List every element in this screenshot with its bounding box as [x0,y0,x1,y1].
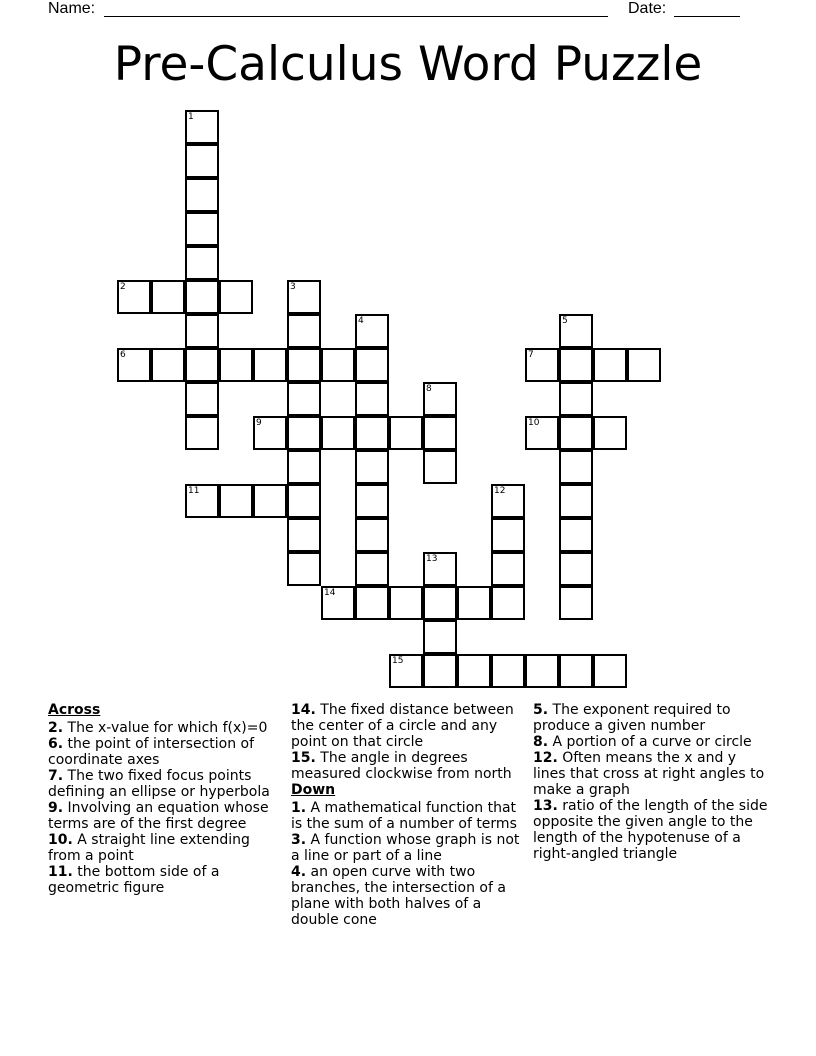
grid-cell[interactable] [457,586,491,620]
grid-cell[interactable] [287,348,321,382]
grid-cell[interactable] [559,416,593,450]
clue-number: 3 [290,282,296,292]
grid-cell[interactable] [559,586,593,620]
grid-cell[interactable] [117,280,151,314]
grid-cell[interactable] [185,280,219,314]
clue-across-6: 6. the point of intersection of coordinate axes [48,736,255,768]
clue-across-9: 9. Involving an equation whose terms are of the first degree [48,800,269,832]
clue-number: 10 [528,418,540,428]
grid-cell[interactable] [185,212,219,246]
grid-cell[interactable] [219,348,253,382]
grid-cell[interactable] [423,654,457,688]
clue-across-14: 14. The fixed distance between the center of a circle and any point on that circle [291,702,514,750]
grid-cell[interactable] [627,348,661,382]
grid-cell[interactable] [525,654,559,688]
grid-cell[interactable] [525,416,559,450]
grid-cell[interactable] [287,314,321,348]
grid-cell[interactable] [355,552,389,586]
grid-cell[interactable] [321,348,355,382]
grid-cell[interactable] [491,552,525,586]
clue-number: 8 [426,384,432,394]
grid-cell[interactable] [185,178,219,212]
grid-cell[interactable] [287,382,321,416]
grid-cell[interactable] [457,654,491,688]
grid-cell[interactable] [117,348,151,382]
grid-cell[interactable] [253,484,287,518]
page-title: Pre-Calculus Word Puzzle [113,37,703,92]
grid-cell[interactable] [559,484,593,518]
clue-down-5: 5. The exponent required to produce a given number [533,702,731,734]
down-heading: Down [291,782,336,798]
grid-cell[interactable] [491,654,525,688]
clues-column-1 [48,702,284,896]
grid-cell[interactable] [185,144,219,178]
grid-cell[interactable] [559,654,593,688]
grid-cell[interactable] [593,348,627,382]
grid-cell[interactable] [423,382,457,416]
clue-number: 1 [188,112,194,122]
grid-cell[interactable] [185,110,219,144]
grid-cell[interactable] [287,416,321,450]
grid-cell[interactable] [185,484,219,518]
grid-cell[interactable] [423,620,457,654]
grid-cell[interactable] [355,416,389,450]
grid-cell[interactable] [491,484,525,518]
grid-cell[interactable] [219,280,253,314]
grid-cell[interactable] [559,518,593,552]
clue-number: 12 [494,486,506,496]
grid-cell[interactable] [287,450,321,484]
clue-number: 15 [392,656,404,666]
clue-number: 13 [426,554,438,564]
clue-across-2: 2. The x-value for which f(x)=0 [48,720,268,736]
grid-cell[interactable] [355,484,389,518]
clue-down-3: 3. A function whose graph is not a line or part of a line [291,832,520,864]
grid-cell[interactable] [355,450,389,484]
name-label: Name: [48,0,96,17]
clue-down-1: 1. A mathematical function that is the sum of a number of terms [291,800,517,832]
clue-number: 4 [358,316,364,326]
grid-cell[interactable] [593,416,627,450]
clue-down-4: 4. an open curve with two branches, the intersection of a plane with both halves of a double cone [291,864,506,928]
grid-cell[interactable] [389,586,423,620]
grid-cell[interactable] [253,348,287,382]
grid-cell[interactable] [321,416,355,450]
clue-down-13: 13. ratio of the length of the side opposite the given angle to the length of the hypotenuse of a right-angled triangle [533,798,768,862]
clue-across-15: 15. The angle in degrees measured clockwise from north [291,750,512,782]
grid-cell[interactable] [423,450,457,484]
grid-cell[interactable] [355,348,389,382]
grid-cell[interactable] [253,416,287,450]
grid-cell[interactable] [151,348,185,382]
clue-number: 14 [324,588,336,598]
grid-cell[interactable] [559,314,593,348]
clue-down-12: 12. Often means the x and y lines that cross at right angles to make a graph [533,750,765,798]
grid-cell[interactable] [593,654,627,688]
grid-cell[interactable] [185,416,219,450]
grid-cell[interactable] [287,518,321,552]
grid-cell[interactable] [423,586,457,620]
grid-cell[interactable] [185,348,219,382]
clue-across-7: 7. The two fixed focus points defining an ellipse or hyperbola [48,768,270,800]
grid-cell[interactable] [355,518,389,552]
grid-cell[interactable] [491,518,525,552]
clue-number: 11 [188,486,200,496]
grid-cell[interactable] [423,552,457,586]
grid-cell[interactable] [355,382,389,416]
clue-number: 7 [528,350,534,360]
grid-cell[interactable] [321,586,355,620]
grid-cell[interactable] [355,586,389,620]
grid-cell[interactable] [389,416,423,450]
clues-column-2 [291,702,525,928]
clue-across-10: 10. A straight line extending from a point [48,832,250,864]
grid-cell[interactable] [559,552,593,586]
grid-cell[interactable] [287,280,321,314]
grid-cell[interactable] [525,348,559,382]
clues-column-3 [533,702,769,862]
clue-number: 9 [256,418,262,428]
clue-number: 5 [562,316,568,326]
grid-cell[interactable] [423,416,457,450]
grid-cell[interactable] [219,484,253,518]
clue-across-11: 11. the bottom side of a geometric figure [48,864,220,896]
grid-cell[interactable] [287,552,321,586]
grid-cell[interactable] [491,586,525,620]
grid-cell[interactable] [559,348,593,382]
clue-down-8: 8. A portion of a curve or circle [533,734,752,750]
grid-cell[interactable] [355,314,389,348]
clue-number: 6 [120,350,126,360]
grid-cell[interactable] [185,314,219,348]
date-label: Date: [628,0,667,17]
grid-cell[interactable] [151,280,185,314]
clue-number: 2 [120,282,126,292]
grid-cell[interactable] [185,382,219,416]
grid-cell[interactable] [559,382,593,416]
grid-cell[interactable] [287,484,321,518]
grid-cell[interactable] [185,246,219,280]
across-heading: Across [48,702,101,718]
grid-cell[interactable] [389,654,423,688]
grid-cell[interactable] [559,450,593,484]
